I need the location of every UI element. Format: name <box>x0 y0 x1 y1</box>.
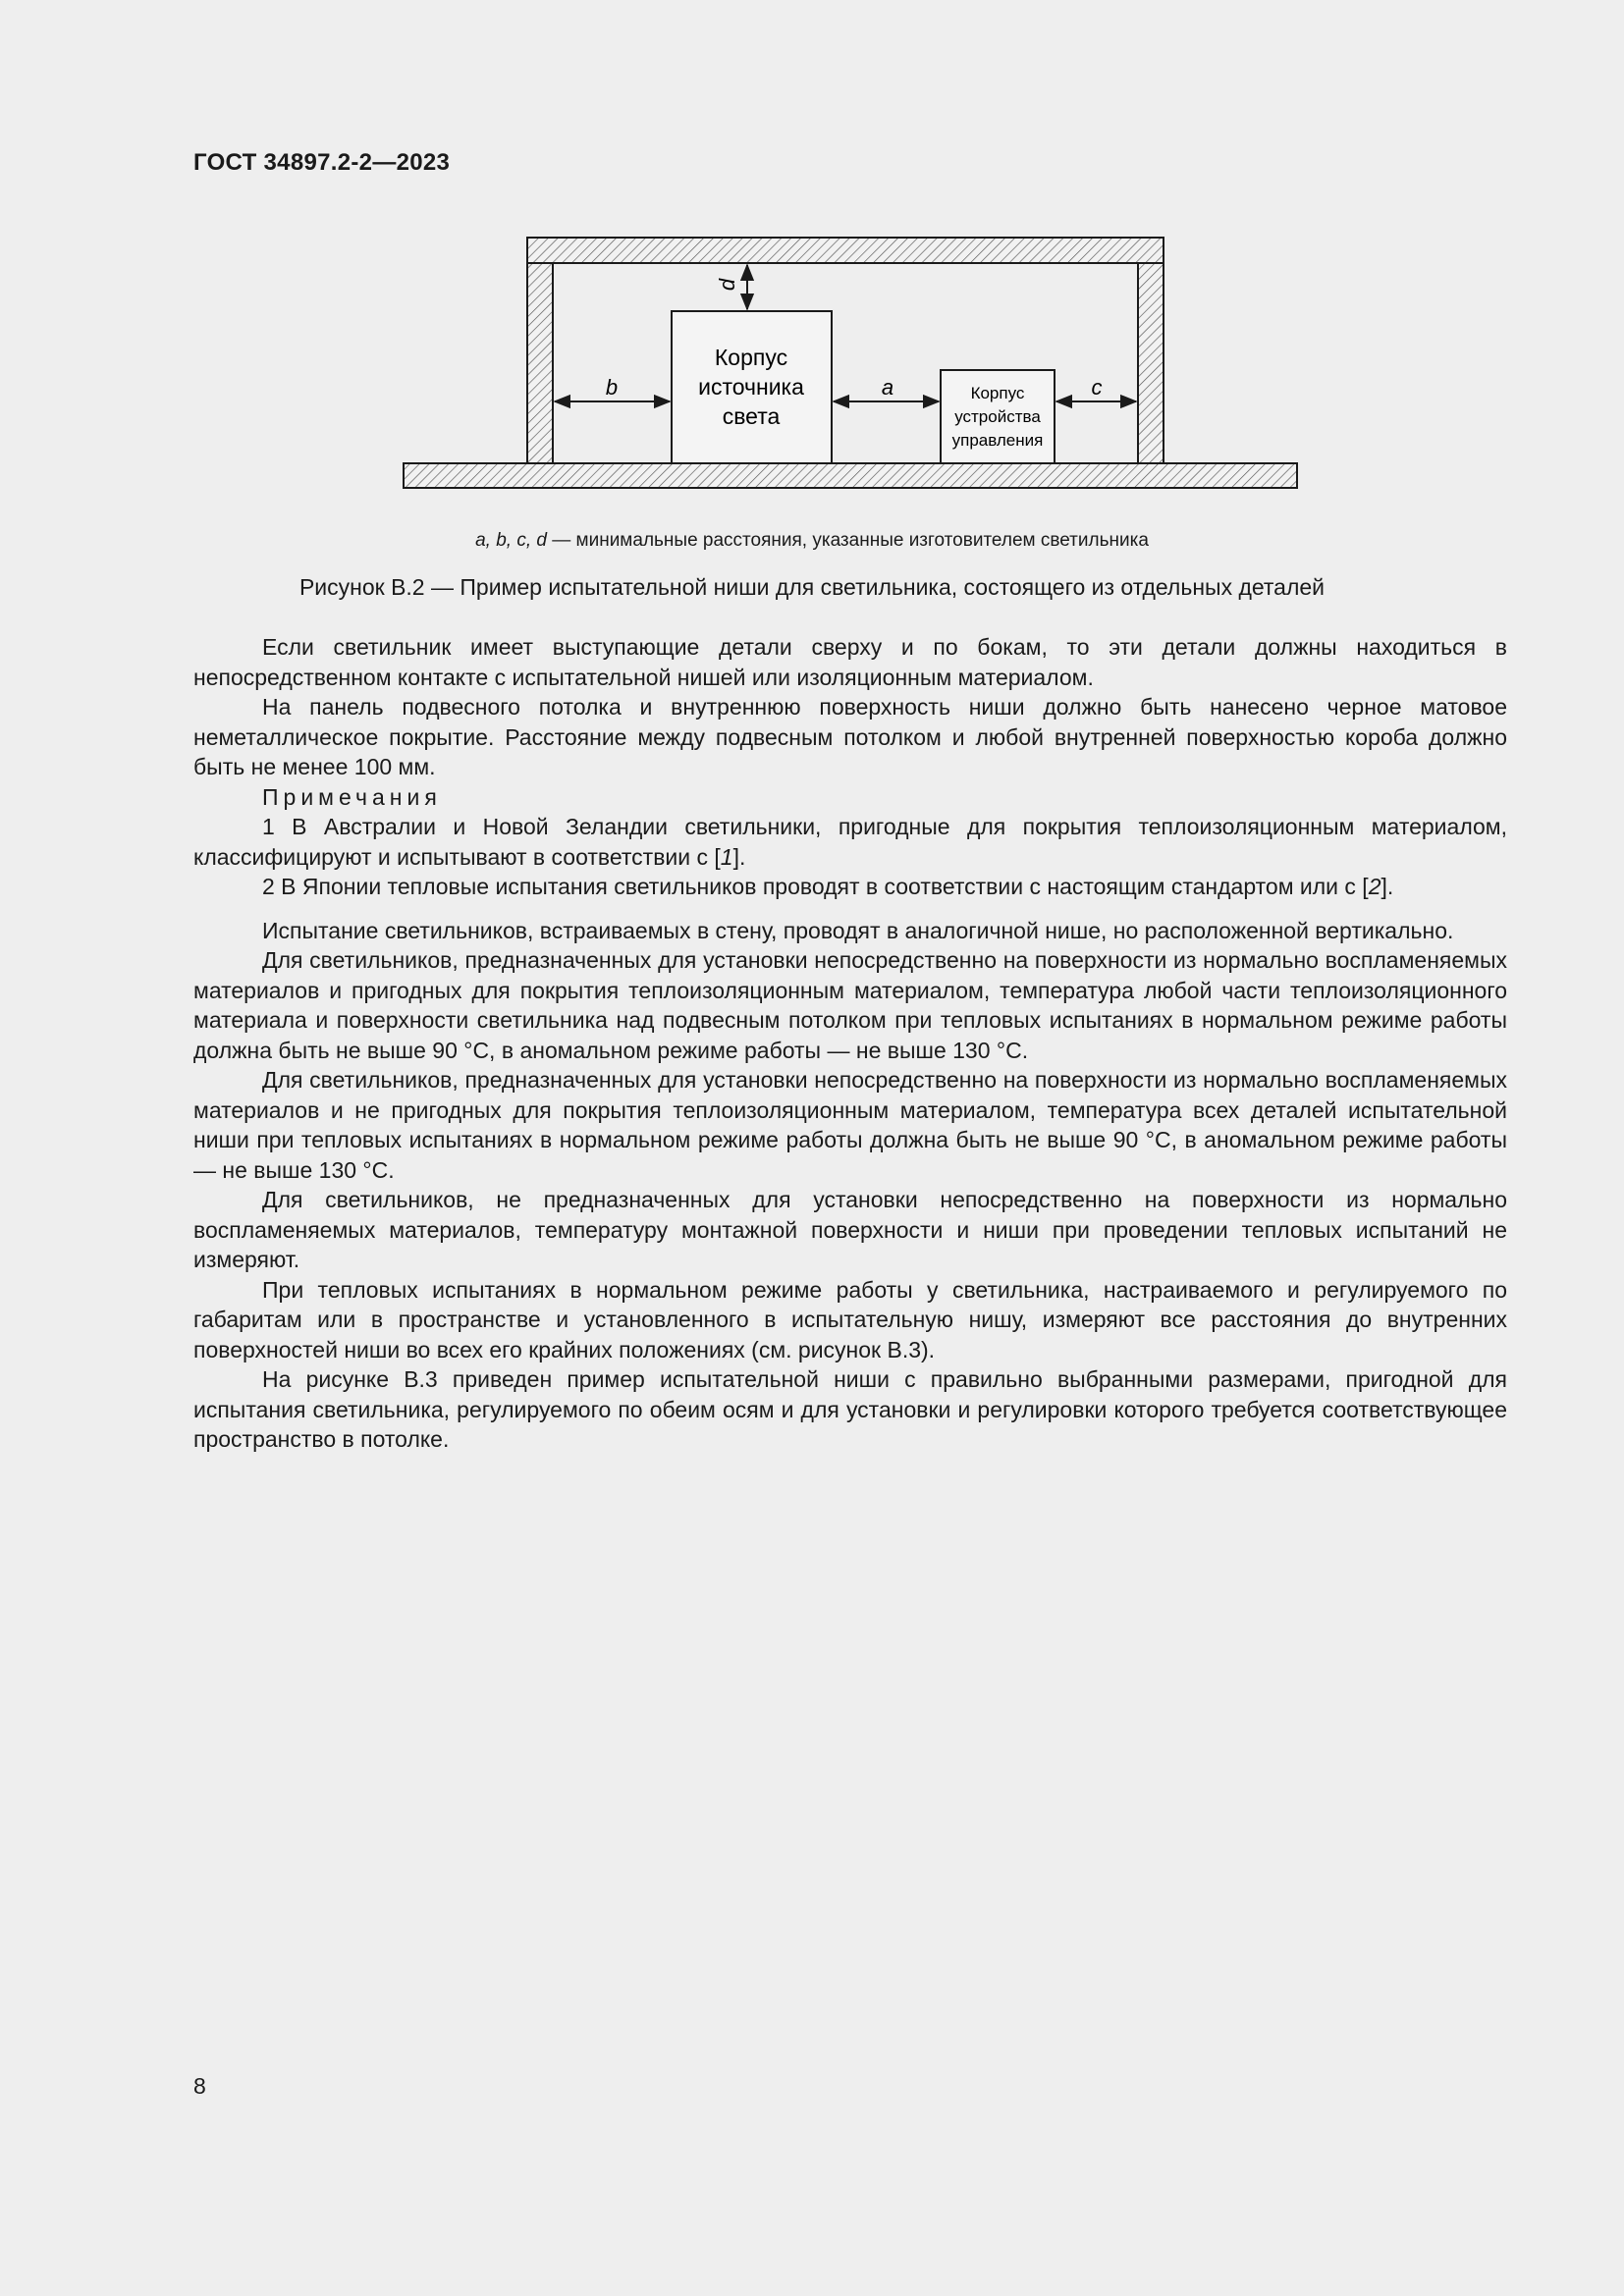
paragraph: При тепловых испытаниях в нормальном режиме работы у светильника, настраиваемого и регулируемого по габаритам или в пространстве и установленного в испытательную нишу, измеряют все расстояния до внутренних поверхностей ниши во всех его крайних положениях (см. рисунок В.3). <box>193 1276 1507 1362</box>
note-text: ]. <box>1380 874 1394 899</box>
niche-diagram <box>393 228 1316 495</box>
box-left-wall <box>527 263 553 463</box>
note-text: 1 В Австралии и Новой Зеландии светильники, пригодные для покрытия теплоизоляционным материалом, классифицируют и испытывают в соответствии с [ <box>193 814 1507 870</box>
control-gear-label-1: Корпус <box>970 384 1025 402</box>
box-right-wall <box>1138 263 1164 463</box>
note-item-2 <box>193 872 1507 902</box>
body-text <box>193 632 1507 1455</box>
figure-legend <box>0 530 1624 552</box>
paragraph: Для светильников, предназначенных для установки непосредственно на поверхности из нормально воспламеняемых материалов и пригодных для покрытия теплоизоляционным материалом, температура любой части теплоизоляционного материала и поверхности светильника над подвесным потолком при тепловых испытаниях в нормальном режиме работы должна быть не выше 90 °С, в аномальном режиме работы — не выше 130 °С. <box>193 947 1507 1063</box>
figure-caption: Рисунок В.2 — Пример испытательной ниши для светильника, состоящего из отдельных деталей <box>298 574 1326 600</box>
dimension-a-label: a <box>881 375 894 400</box>
light-source-label-2: источника <box>698 374 804 400</box>
paragraph: На рисунке В.3 приведен пример испытательной ниши с правильно выбранными размерами, пригодной для испытания светильника, регулируемого по обеим осям и для установки и регулировки которого требуется соответствующее пространство в потолке. <box>193 1366 1507 1452</box>
notes-title: Примечания <box>262 783 442 810</box>
light-source-label-1: Корпус <box>714 345 788 370</box>
reference-link: 2 <box>1368 874 1381 899</box>
paragraph: Если светильник имеет выступающие детали сверху и по бокам, то эти детали должны находиться в непосредственном контакте с испытательной нишей или изоляционным материалом. <box>193 634 1507 690</box>
reference-link: 1 <box>720 843 733 870</box>
page-number: 8 <box>193 2073 206 2099</box>
paragraph: Испытание светильников, встраиваемых в стену, проводят в аналогичной нише, но расположенной вертикально. <box>262 917 1454 943</box>
dimension-d-label: d <box>715 278 739 292</box>
ceiling-panel <box>404 463 1297 488</box>
legend-letters: a, b, c, d <box>475 530 547 551</box>
dimension-b-label: b <box>605 375 619 400</box>
light-source-label-3: света <box>722 403 781 429</box>
box-top-wall <box>527 238 1164 263</box>
control-gear-label-3: управления <box>951 431 1044 450</box>
dimension-c-label: c <box>1091 375 1103 400</box>
note-text: ]. <box>732 843 746 870</box>
note-text: 2 В Японии тепловые испытания светильников проводят в соответствии с настоящим стандартом или с [ <box>262 874 1369 899</box>
legend-text: — минимальные расстояния, указанные изготовителем светильника <box>546 530 1149 551</box>
paragraph: Для светильников, не предназначенных для установки непосредственно на поверхности из нормально воспламеняемых материалов, температуру монтажной поверхности и ниши при проведении тепловых испытаний не измеряют. <box>193 1187 1507 1272</box>
paragraph: Для светильников, предназначенных для установки непосредственно на поверхности из нормально воспламеняемых материалов и не пригодных для покрытия теплоизоляционным материалом, температура всех деталей испытательной ниши при тепловых испытаниях в нормальном режиме работы должна быть не выше 90 °С, в аномальном режиме работы — не выше 130 °С. <box>193 1067 1507 1183</box>
note-item-1 <box>193 812 1507 872</box>
document-header: ГОСТ 34897.2-2—2023 <box>193 149 451 176</box>
control-gear-label-2: устройства <box>954 407 1041 426</box>
figure-test-niche <box>393 228 1316 495</box>
paragraph: На панель подвесного потолка и внутреннюю поверхность ниши должно быть нанесено черное матовое неметаллическое покрытие. Расстояние между подвесным потолком и любой внутренней поверхностью короба должно быть не менее 100 мм. <box>193 694 1507 779</box>
